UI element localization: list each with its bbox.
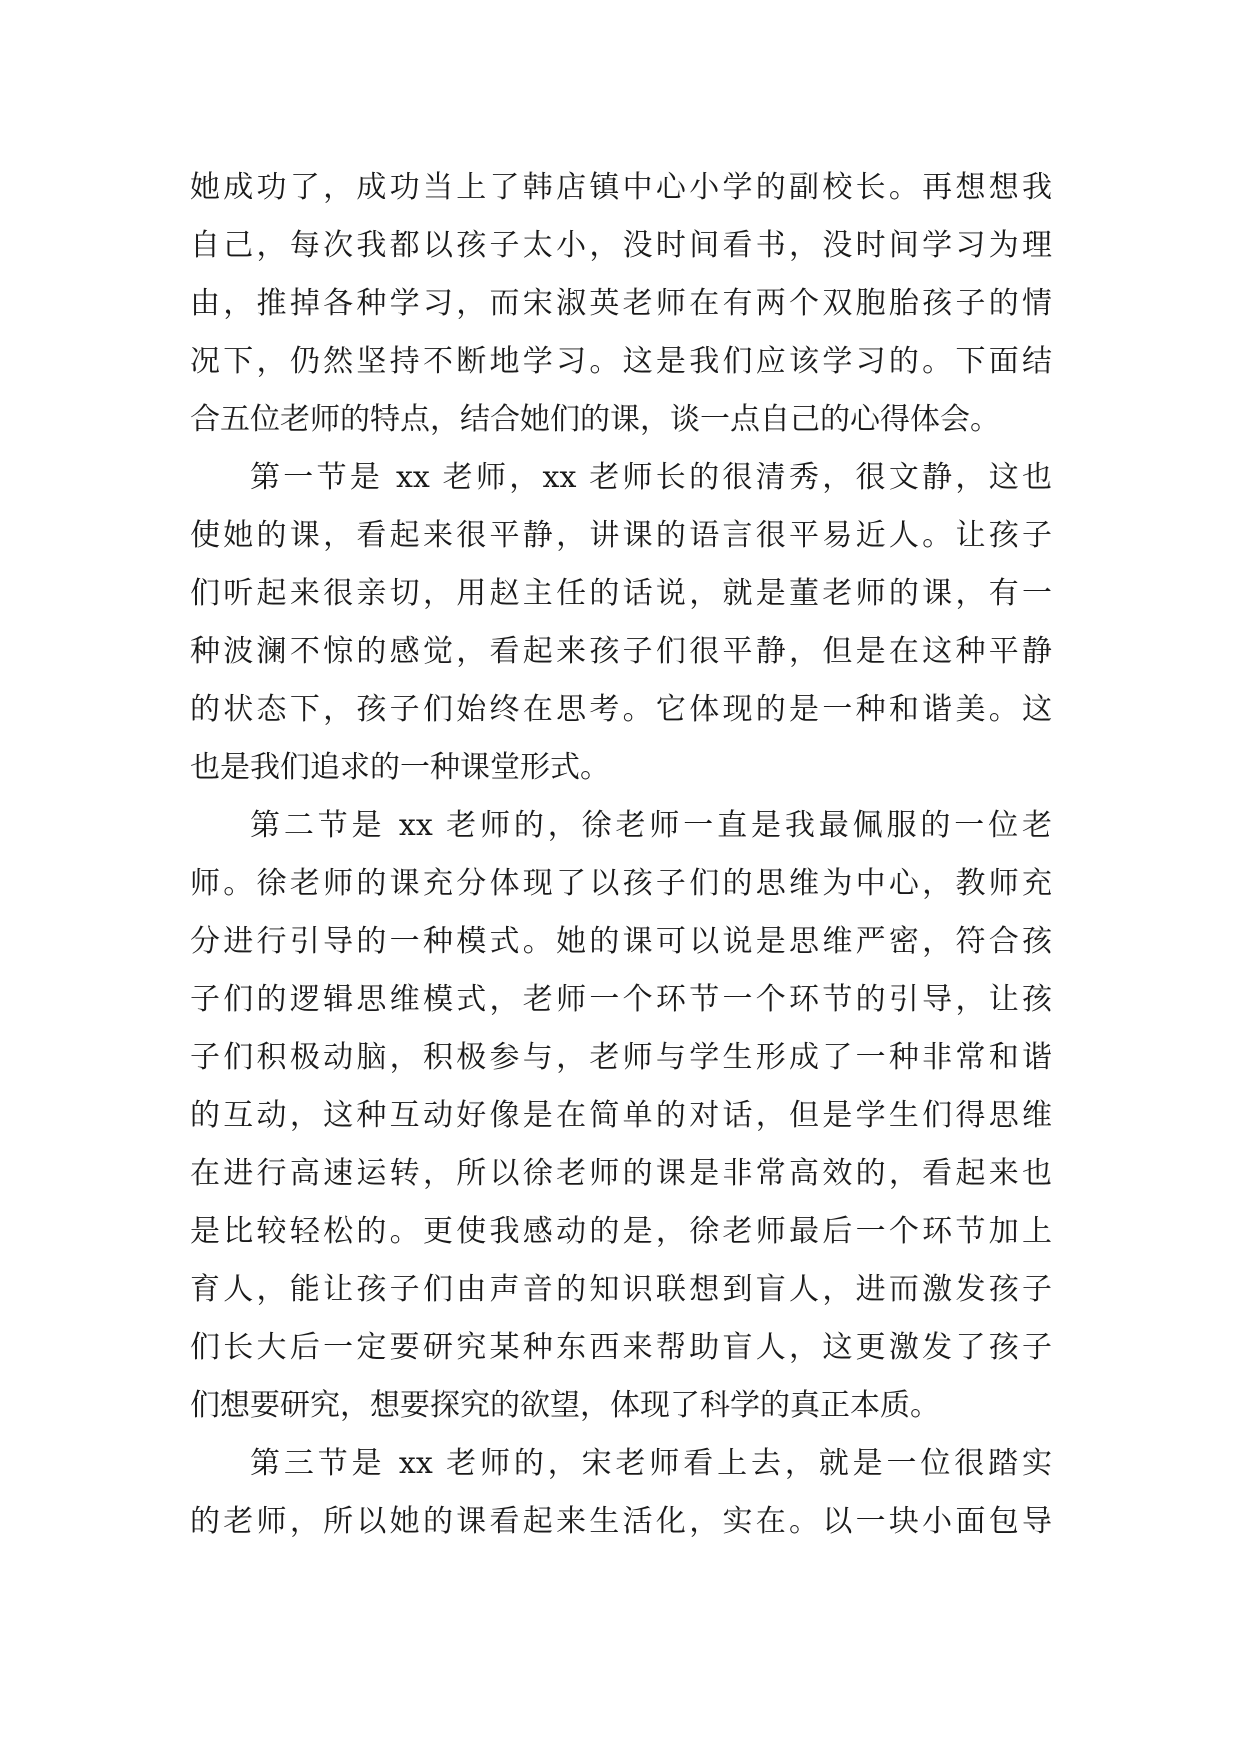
text-line: 们听起来很亲切，用赵主任的话说，就是董老师的课，有一	[190, 576, 1052, 611]
text-line: 第一节是 xx 老师，xx 老师长的很清秀，很文静，这也	[250, 460, 1052, 495]
text-line: 由，推掉各种学习，而宋淑英老师在有两个双胞胎孩子的情	[190, 286, 1052, 321]
text-line: 第二节是 xx 老师的，徐老师一直是我最佩服的一位老	[250, 808, 1052, 843]
body-text	[190, 159, 1052, 1551]
text-line: 师。徐老师的课充分体现了以孩子们的思维为中心，教师充	[190, 866, 1052, 901]
text-line: 是比较轻松的。更使我感动的是，徐老师最后一个环节加上	[190, 1214, 1052, 1249]
text-line: 的状态下，孩子们始终在思考。它体现的是一种和谐美。这	[190, 692, 1052, 727]
text-line: 们长大后一定要研究某种东西来帮助盲人，这更激发了孩子	[190, 1330, 1052, 1365]
text-line: 她成功了，成功当上了韩店镇中心小学的副校长。再想想我	[190, 170, 1052, 205]
text-line: 们想要研究，想要探究的欲望，体现了科学的真正本质。	[190, 1388, 940, 1423]
text-line: 子们的逻辑思维模式，老师一个环节一个环节的引导，让孩	[190, 982, 1052, 1017]
text-line: 子们积极动脑，积极参与，老师与学生形成了一种非常和谐	[190, 1040, 1052, 1075]
text-line: 分进行引导的一种模式。她的课可以说是思维严密，符合孩	[190, 924, 1052, 959]
text-line: 况下，仍然坚持不断地学习。这是我们应该学习的。下面结	[190, 344, 1052, 379]
text-line: 种波澜不惊的感觉，看起来孩子们很平静，但是在这种平静	[190, 634, 1052, 669]
text-line: 在进行高速运转，所以徐老师的课是非常高效的，看起来也	[190, 1156, 1052, 1191]
text-line: 第三节是 xx 老师的，宋老师看上去，就是一位很踏实	[250, 1446, 1052, 1481]
text-line: 育人，能让孩子们由声音的知识联想到盲人，进而激发孩子	[190, 1272, 1052, 1307]
text-line: 的老师，所以她的课看起来生活化，实在。以一块小面包导	[190, 1504, 1052, 1539]
text-line: 自己，每次我都以孩子太小，没时间看书，没时间学习为理	[190, 228, 1052, 263]
text-line: 的互动，这种互动好像是在简单的对话，但是学生们得思维	[190, 1098, 1052, 1133]
text-line: 合五位老师的特点，结合她们的课，谈一点自己的心得体会。	[190, 402, 1000, 437]
text-line: 也是我们追求的一种课堂形式。	[190, 750, 610, 785]
text-line: 使她的课，看起来很平静，讲课的语言很平易近人。让孩子	[190, 518, 1052, 553]
